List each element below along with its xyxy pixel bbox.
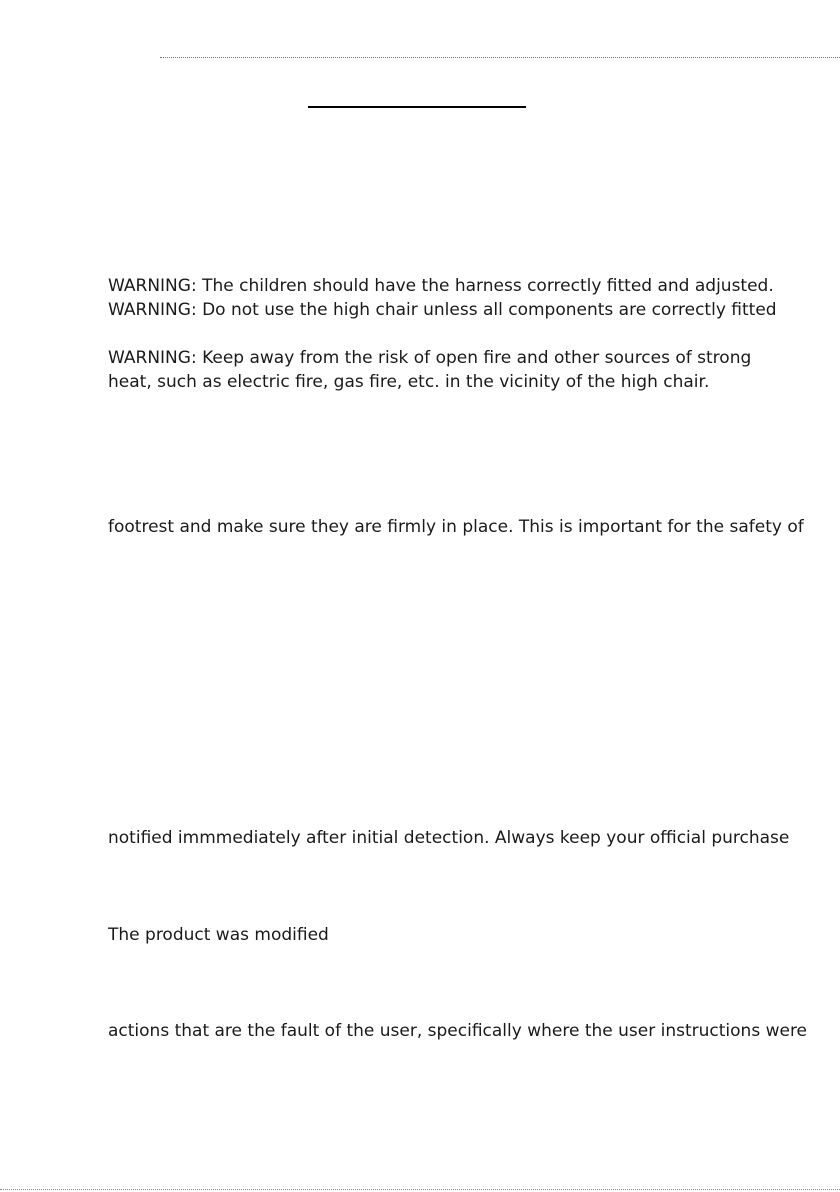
text-footrest: footrest and make sure they are firmly in place. This is important for the safety of: [108, 517, 804, 537]
warning-fire-line-2: heat, such as electric fire, gas fire, etc. in the vicinity of the high chair.: [108, 372, 710, 392]
title-underline: [308, 106, 526, 108]
warning-harness: WARNING: The children should have the harness correctly fitted and adjusted.: [108, 276, 774, 296]
warning-fire-line-1: WARNING: Keep away from the risk of open fire and other sources of strong: [108, 348, 752, 368]
warning-components: WARNING: Do not use the high chair unless all components are correctly fitted: [108, 300, 777, 320]
text-notified: notified immmediately after initial detection. Always keep your official purchase: [108, 828, 790, 848]
header-dotted-rule: [160, 57, 840, 58]
text-modified: The product was modified: [108, 925, 329, 945]
footer-dotted-rule: [0, 1189, 840, 1190]
text-user-fault: actions that are the fault of the user, specifically where the user instructions were: [108, 1021, 808, 1041]
